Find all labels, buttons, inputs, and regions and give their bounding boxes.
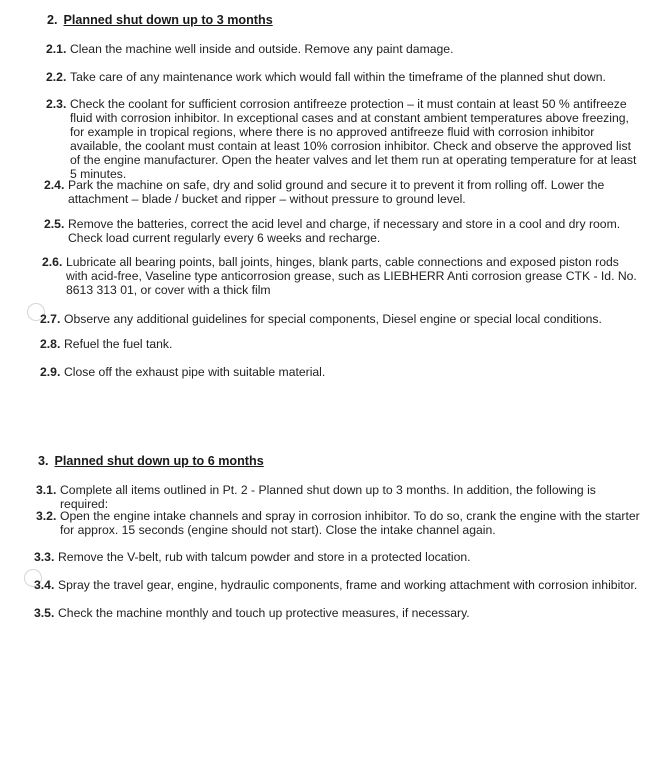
item-text: Lubricate all bearing points, ball joints, hinges, blank parts, cable connections and exposed piston rods with acid-free, Vaseline type anticorrosion grease, such as LIEBHERR Anti corrosion grease CTK - Id. No. 8613 313 01, or cover with a thick film bbox=[66, 255, 637, 297]
section-heading-2 bbox=[47, 13, 273, 27]
section-title: Planned shut down up to 6 months bbox=[54, 454, 264, 468]
item-text: Spray the travel gear, engine, hydraulic components, frame and working attachment with corrosion inhibitor. bbox=[58, 578, 638, 592]
section-number: 2. bbox=[47, 13, 58, 27]
item-number: 2.2. bbox=[46, 70, 67, 84]
item-text: Clean the machine well inside and outside. Remove any paint damage. bbox=[70, 42, 454, 56]
item-text: Park the machine on safe, dry and solid ground and secure it to prevent it from rolling off. Lower the attachment – blade / bucket and ripper – without pressure to ground level. bbox=[68, 178, 605, 206]
item-number: 2.7. bbox=[40, 312, 61, 326]
item-text: Open the engine intake channels and spray in corrosion inhibitor. To do so, crank the engine with the starter for approx. 15 seconds (engine should not start). Close the intake channel again. bbox=[60, 509, 640, 537]
list-item-2-3 bbox=[46, 97, 640, 181]
item-number: 2.6. bbox=[42, 255, 63, 269]
list-item-2-5 bbox=[44, 217, 644, 245]
item-number: 3.2. bbox=[36, 509, 57, 523]
list-item-3-2 bbox=[36, 509, 646, 537]
item-number: 2.5. bbox=[44, 217, 65, 231]
item-text: Refuel the fuel tank. bbox=[64, 337, 173, 351]
item-text: Check the coolant for sufficient corrosion antifreeze protection – it must contain at least 50 % antifreeze fluid with corrosion inhibitor. In exceptional cases and at constant ambient temperatures above freezing, for example in tropical regions, where there is no approved antifreeze fluid with corrosion inhibitor available, the coolant must contain at least 10% corrosion inhibitor. Check and observe the approved list of the engine manufacturer. Open the heater valves and let them run at operating temperature for at least 5 minutes. bbox=[70, 97, 637, 181]
list-item-2-8 bbox=[40, 337, 640, 351]
list-item-2-1 bbox=[46, 42, 636, 56]
item-number: 3.3. bbox=[34, 550, 55, 564]
list-item-2-9 bbox=[40, 365, 640, 379]
list-item-2-6 bbox=[42, 255, 642, 297]
section-title: Planned shut down up to 3 months bbox=[63, 13, 273, 27]
list-item-3-4 bbox=[34, 578, 646, 592]
item-number: 2.9. bbox=[40, 365, 61, 379]
item-text: Remove the V-belt, rub with talcum powder and store in a protected location. bbox=[58, 550, 471, 564]
item-number: 3.5. bbox=[34, 606, 55, 620]
item-number: 2.3. bbox=[46, 97, 67, 111]
list-item-3-1 bbox=[36, 483, 646, 511]
item-number: 2.1. bbox=[46, 42, 67, 56]
list-item-3-5 bbox=[34, 606, 644, 620]
item-text: Take care of any maintenance work which would fall within the timeframe of the planned shut down. bbox=[70, 70, 606, 84]
item-text: Check the machine monthly and touch up protective measures, if necessary. bbox=[58, 606, 470, 620]
item-text: Remove the batteries, correct the acid level and charge, if necessary and store in a cool and dry room. Check load current regularly every 6 weeks and recharge. bbox=[68, 217, 621, 245]
item-number: 3.4. bbox=[34, 578, 55, 592]
list-item-2-2 bbox=[46, 70, 636, 84]
section-heading-3 bbox=[38, 454, 264, 468]
section-number: 3. bbox=[38, 454, 49, 468]
list-item-3-3 bbox=[34, 550, 644, 564]
item-number: 2.4. bbox=[44, 178, 65, 192]
item-number: 3.1. bbox=[36, 483, 57, 497]
item-text: Observe any additional guidelines for special components, Diesel engine or special local conditions. bbox=[64, 312, 602, 326]
item-text: Complete all items outlined in Pt. 2 - Planned shut down up to 3 months. In addition, the following is required: bbox=[60, 483, 596, 511]
list-item-2-4 bbox=[44, 178, 644, 206]
item-number: 2.8. bbox=[40, 337, 61, 351]
list-item-2-7 bbox=[40, 312, 640, 326]
item-text: Close off the exhaust pipe with suitable material. bbox=[64, 365, 326, 379]
